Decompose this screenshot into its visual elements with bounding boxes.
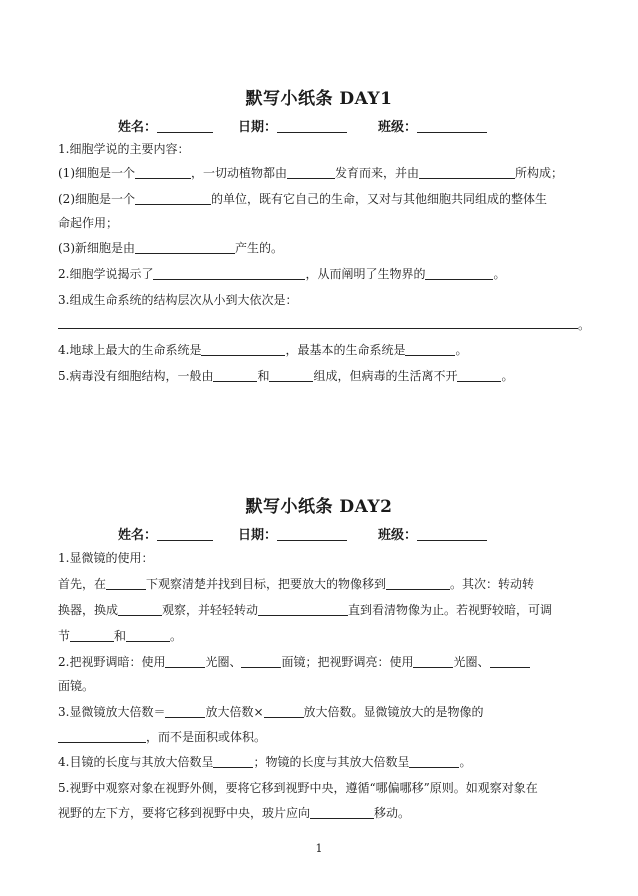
day1-date-field	[238, 116, 347, 135]
name-label: 姓名：	[118, 120, 158, 135]
blank[interactable]	[425, 267, 493, 280]
day1-q1-heading: 1.细胞学说的主要内容：	[58, 142, 190, 156]
blank[interactable]	[409, 755, 459, 768]
date-blank[interactable]	[277, 528, 347, 541]
day2-q5-line1: 5.视野中观察对象在视野外侧，要将它移到视野中央，遵循“哪偏哪移”原则。如观察对象在	[58, 781, 538, 795]
blank[interactable]	[135, 192, 211, 205]
blank[interactable]	[165, 655, 205, 668]
day2-date-field	[238, 524, 347, 543]
day1-q1-item2-cont: 命起作用；	[58, 216, 119, 230]
day1-q3-period: 。	[578, 318, 591, 332]
class-label: 班级：	[378, 120, 418, 135]
blank[interactable]	[106, 577, 146, 590]
day2-q4: 4.目镜的长度与其放大倍数呈 ；物镜的长度与其放大倍数呈 。	[58, 755, 472, 769]
name-blank[interactable]	[157, 120, 213, 133]
day1-q4: 4.地球上最大的生命系统是 ，最基本的生命系统是 。	[58, 343, 468, 357]
blank[interactable]	[213, 369, 257, 382]
name-blank[interactable]	[157, 528, 213, 541]
blank[interactable]	[457, 369, 501, 382]
day1-q1-item2: (2)细胞是一个 的单位，既有它自己的生命，又对与其他细胞共同组成的整体生	[58, 192, 548, 206]
day2-q3-line2: ，而不是面积或体积。	[58, 729, 266, 745]
date-label: 日期：	[238, 528, 278, 543]
day1-q5: 5.病毒没有细胞结构，一般由 和 组成，但病毒的生活离不开 。	[58, 369, 514, 383]
blank[interactable]	[287, 166, 335, 179]
day1-title: 默写小纸条 DAY1	[245, 89, 393, 109]
day1-q1-item3: (3)新细胞是由 产生的。	[58, 241, 284, 255]
blank[interactable]	[419, 166, 515, 179]
day1-q3: 3.组成生命系统的结构层次从小到大依次是：	[58, 293, 298, 307]
day2-name-field	[118, 524, 213, 543]
date-label: 日期：	[238, 120, 278, 135]
day1-class-field	[378, 116, 487, 135]
name-label: 姓名：	[118, 528, 158, 543]
day2-title: 默写小纸条 DAY2	[245, 497, 393, 517]
day2-q1-line1: 首先，在 下观察清楚并找到目标，把要放大的物像移到 。其次：转动转	[58, 577, 535, 591]
date-blank[interactable]	[277, 120, 347, 133]
blank[interactable]	[264, 705, 304, 718]
day2-q1-line2: 换器，换成 观察，并轻轻转动 直到看清物像为止。若视野较暗，可调	[58, 603, 553, 617]
day1-q1-item1: (1)细胞是一个 ，一切动植物都由 发育而来，并由 所构成；	[58, 166, 564, 180]
day2-class-field	[378, 524, 487, 543]
day1-name-field	[118, 116, 213, 135]
day1-q3-answer-line[interactable]	[58, 328, 578, 329]
blank[interactable]	[490, 655, 530, 668]
blank[interactable]	[405, 343, 455, 356]
blank[interactable]	[386, 577, 450, 590]
blank[interactable]	[241, 655, 281, 668]
blank[interactable]	[213, 755, 253, 768]
day2-q1-line3: 节 和 。	[58, 629, 183, 643]
day1-q2: 2.细胞学说揭示了 ，从而阐明了生物界的 。	[58, 267, 506, 281]
blank[interactable]	[126, 629, 170, 642]
day2-q1-heading: 1.显微镜的使用：	[58, 551, 154, 565]
page-number: 1	[315, 842, 323, 855]
day2-q2-line1: 2.把视野调暗：使用 光圈、 面镜；把视野调亮：使用 光圈、	[58, 654, 530, 670]
blank[interactable]	[258, 603, 348, 616]
blank[interactable]	[201, 343, 285, 356]
blank[interactable]	[310, 806, 374, 819]
class-label: 班级：	[378, 528, 418, 543]
day2-q3-line1: 3.显微镜放大倍数＝ 放大倍数× 放大倍数。显微镜放大的是物像的	[58, 705, 484, 719]
blank[interactable]	[70, 629, 114, 642]
blank[interactable]	[165, 705, 205, 718]
blank[interactable]	[153, 267, 305, 280]
blank[interactable]	[135, 166, 191, 179]
blank[interactable]	[58, 730, 146, 743]
class-blank[interactable]	[417, 528, 487, 541]
day2-q2-line2: 面镜。	[58, 679, 95, 693]
class-blank[interactable]	[417, 120, 487, 133]
blank[interactable]	[135, 241, 235, 254]
blank[interactable]	[118, 603, 162, 616]
blank[interactable]	[269, 369, 313, 382]
day2-q5-line2: 视野的左下方，要将它移到视野中央，玻片应向 移动。	[58, 806, 411, 820]
blank[interactable]	[413, 655, 453, 668]
